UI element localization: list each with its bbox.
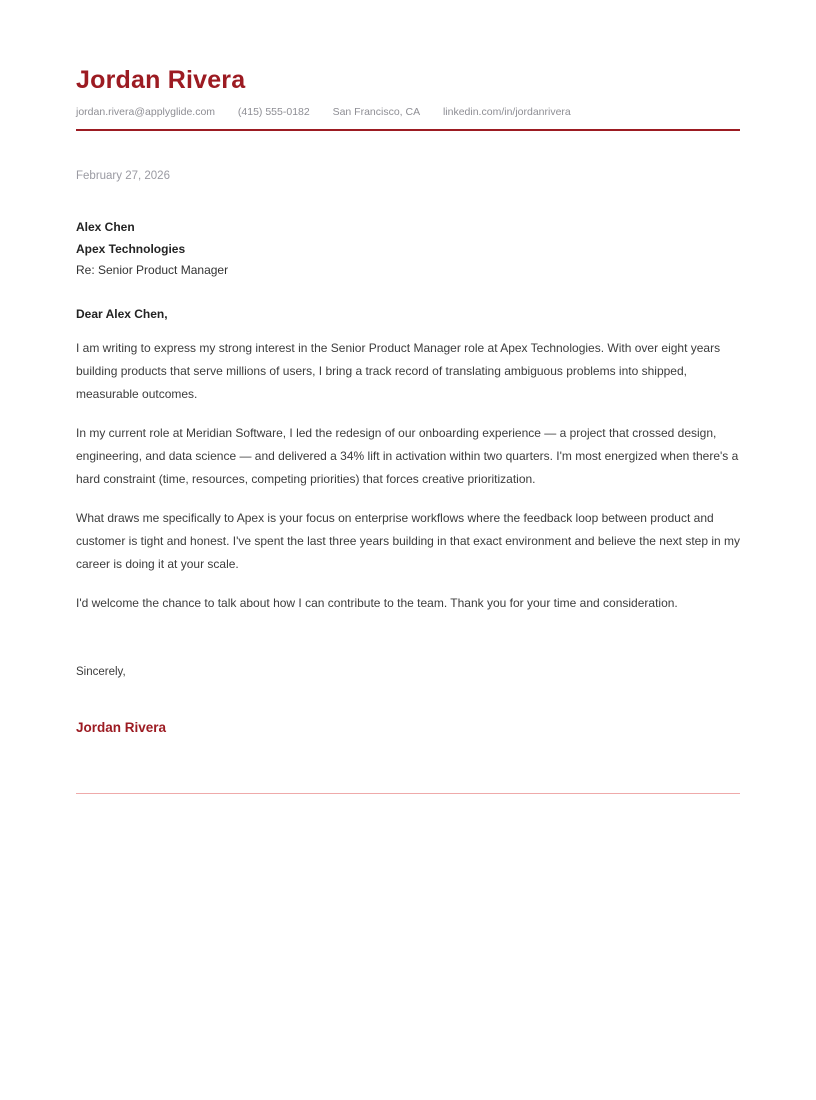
contact-linkedin: linkedin.com/in/jordanrivera — [442, 105, 571, 118]
body-paragraph: What draws me specifically to Apex is your focus on enterprise workflows where the feedback loop between product and customer is tight and honest. I've spent the last three years building in that exact environment and believe the next step in my career is doing it at your scale. — [76, 510, 741, 572]
recipient-company: Apex Technologies — [76, 241, 186, 256]
recipient-subject: Re: Senior Product Manager — [76, 263, 229, 278]
cover-letter — [76, 0, 740, 794]
contact-location: San Francisco, CA — [332, 105, 421, 118]
letterhead — [76, 0, 740, 131]
header-divider — [76, 129, 740, 131]
body-paragraph: In my current role at Meridian Software, I led the redesign of our onboarding experience — a project that crossed design, engineering, and data science — and delivered a 34% lift in activation within two quarters. I'm most energized when there's a hard constraint (time, resources, competing priorities) that forces creative prioritization. — [76, 425, 739, 487]
contact-phone: (415) 555-0182 — [237, 105, 310, 118]
footer-divider — [76, 793, 740, 794]
letter-date: February 27, 2026 — [76, 170, 170, 183]
recipient-name: Alex Chen — [76, 220, 135, 235]
contact-line — [76, 105, 740, 120]
signature-name: Jordan Rivera — [76, 720, 167, 736]
letter-body — [76, 337, 740, 615]
contact-email: jordan.rivera@applyglide.com — [76, 105, 216, 118]
recipient-block — [76, 217, 740, 282]
page-title: Jordan Rivera — [76, 66, 246, 94]
closing-salutation: Sincerely, — [76, 665, 126, 678]
salutation: Dear Alex Chen, — [76, 306, 168, 321]
body-paragraph: I am writing to express my strong interest in the Senior Product Manager role at Apex Technologies. With over eight years building products that serve millions of users, I bring a track record of translating ambiguous problems into shipped, measurable outcomes. — [76, 340, 721, 402]
body-paragraph: I'd welcome the chance to talk about how I can contribute to the team. Thank you for your time and consideration. — [76, 595, 678, 610]
